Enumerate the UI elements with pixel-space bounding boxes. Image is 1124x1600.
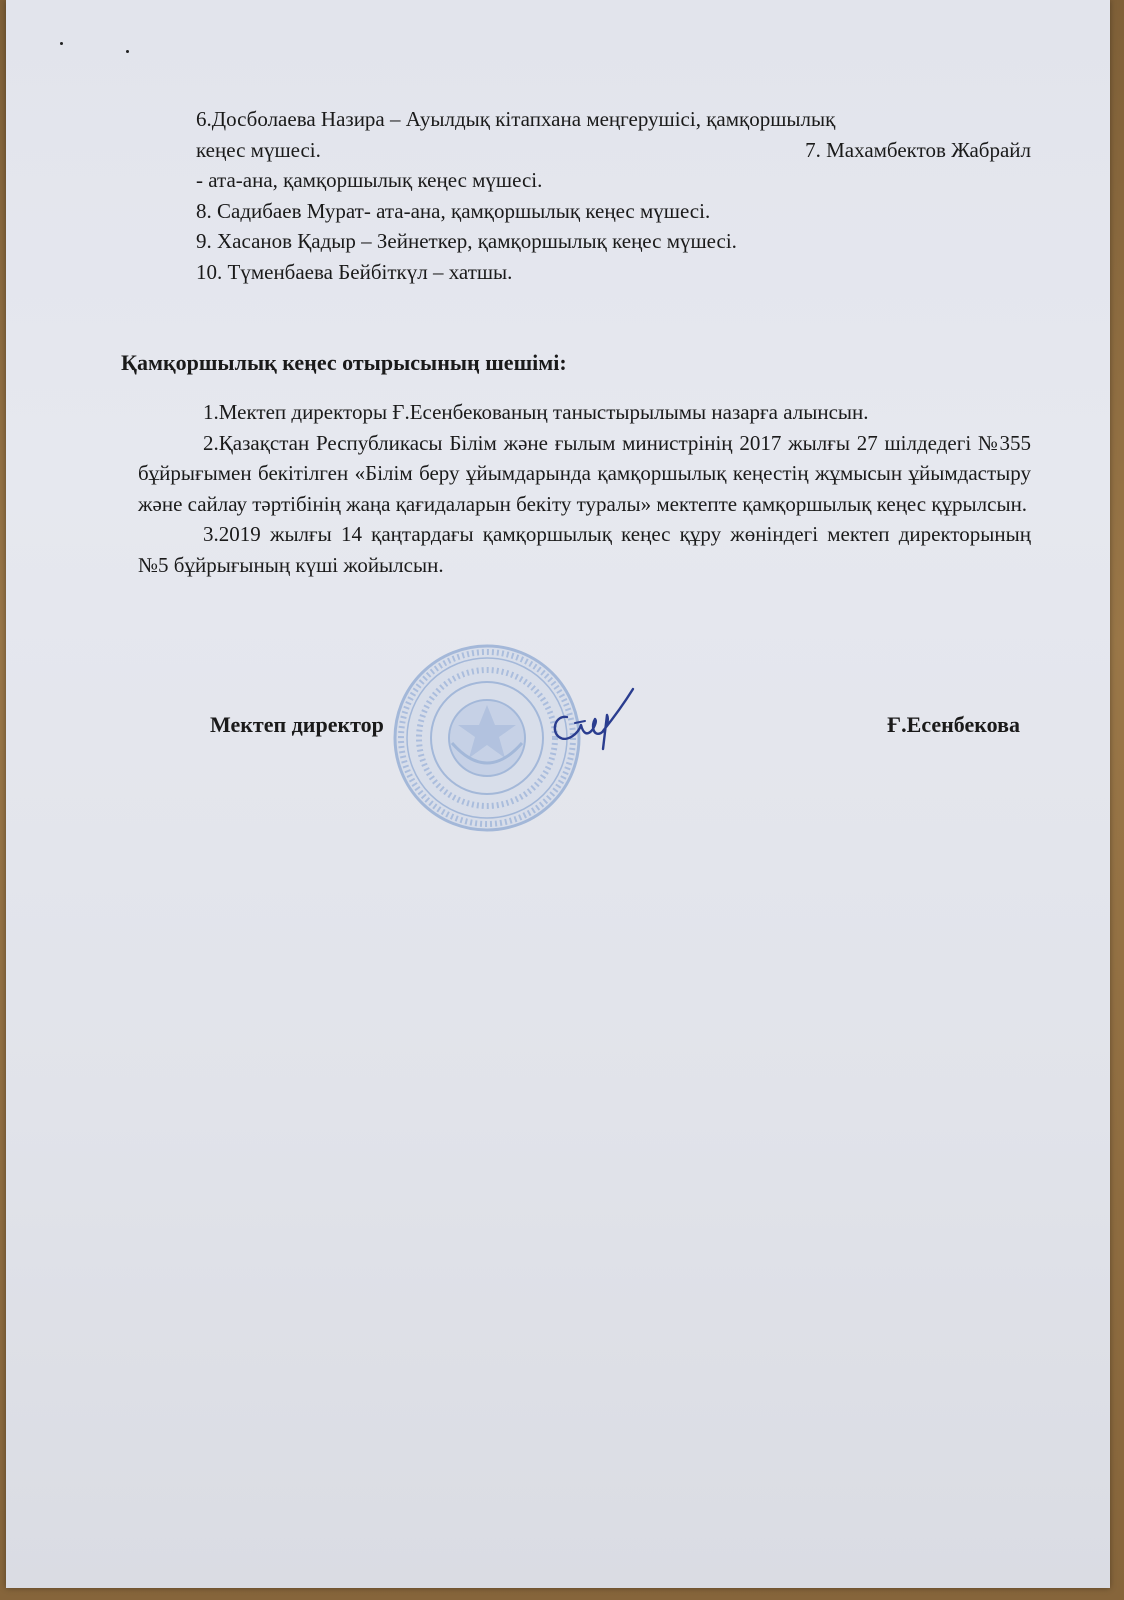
- member-line-7-start: 7. Махамбектов Жабрайл: [805, 137, 1031, 162]
- signatory-name: Ғ.Есенбекова: [887, 712, 1020, 737]
- speck: [126, 50, 129, 53]
- member-line-9: 9. Хасанов Қадыр – Зейнеткер, қамқоршылық кеңес мүшесі.: [196, 229, 737, 253]
- decisions-list: [138, 397, 1031, 580]
- decision-heading: Қамқоршылық кеңес отырысының шешімі:: [121, 350, 567, 375]
- council-members-list: [196, 104, 1031, 287]
- signatory-title: Мектеп директор: [210, 712, 384, 737]
- member-line-7-end: - ата-ана, қамқоршылық кеңес мүшесі.: [196, 168, 543, 192]
- decision-item: 2.Қазақстан Республикасы Білім және ғылым министрінің 2017 жылғы 27 шілдедегі №355 бұйрығымен бекітілген «Білім беру ұйымдарында қамқоршылық кеңестің жұмысын ұйымдастыру және сайлау тәртібінің жаңа қағидаларын бекіту туралы» мектепте қамқоршылық кеңес құрылсын.: [138, 430, 1031, 516]
- speck: [60, 42, 63, 45]
- member-line-6-7: [196, 135, 1031, 166]
- member-line-8: 8. Садибаев Мурат- ата-ана, қамқоршылық кеңес мүшесі.: [196, 198, 711, 223]
- decision-item: 3.2019 жылғы 14 қаңтардағы қамқоршылық кеңес құру жөніндегі мектеп директорының №5 бұйрығының күші жойылсын.: [138, 522, 1031, 577]
- member-line-6: 6.Досболаева Назира – Ауылдық кітапхана меңгерушісі, қамқоршылық: [196, 107, 836, 131]
- member-line-6-end: кеңес мүшесі.: [196, 137, 321, 162]
- member-line-10: 10. Түменбаева Бейбіткүл – хатшы.: [196, 259, 513, 284]
- signature-block: [210, 712, 1020, 752]
- decision-item: 1.Мектеп директоры Ғ.Есенбекованың таныстырылымы назарға алынсын.: [203, 400, 869, 424]
